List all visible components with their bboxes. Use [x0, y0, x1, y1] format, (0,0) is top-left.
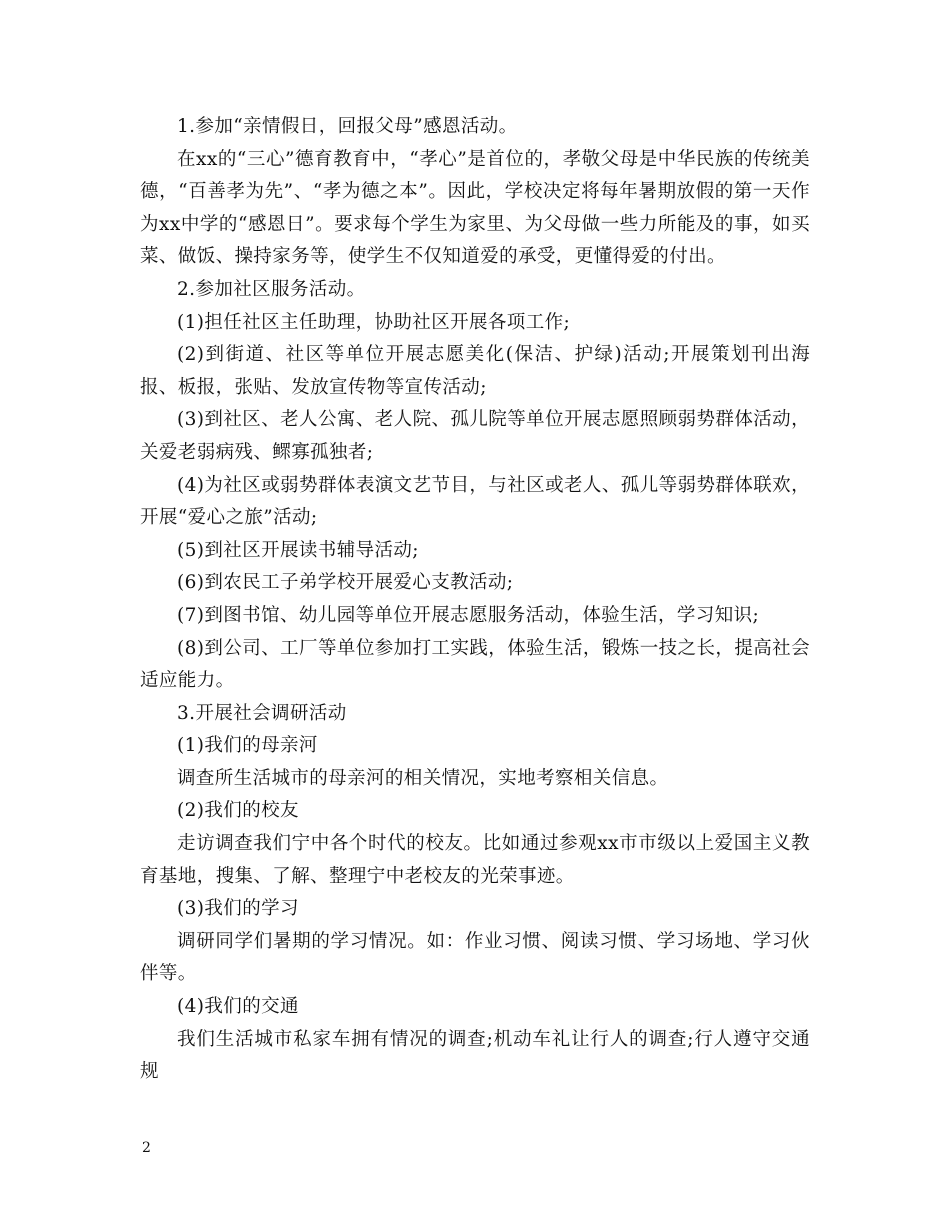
list-item-community-3: (3)到社区、老人公寓、老人院、孤儿院等单位开展志愿照顾弱势群体活动，关爱老弱病残、鳏寡孤独者;: [140, 409, 810, 463]
list-item-community-7: (7)到图书馆、幼儿园等单位开展志愿服务活动，体验生活，学习知识;: [177, 604, 760, 626]
paragraph-gratitude-day: 在xx的“三心”德育教育中，“孝心”是首位的，孝敬父母是中华民族的传统美德，“百善孝为先”、“孝为德之本”。因此，学校决定将每年暑期放假的第一天作为xx中学的“感恩日”。要求每个学生为家里、为父母做一些力所能及的事，如买菜、做饭、操持家务等，使学生不仅知道爱的承受，更懂得爱的付出。: [140, 148, 810, 268]
subheading-traffic: (4)我们的交通: [177, 996, 299, 1018]
list-item-community-5: (5)到社区开展读书辅导活动;: [177, 539, 419, 561]
subheading-study: (3)我们的学习: [177, 898, 299, 920]
heading-item-2: 2.参加社区服务活动。: [177, 278, 366, 300]
list-item-community-1: (1)担任社区主任助理，协助社区开展各项工作;: [177, 311, 571, 333]
paragraph-traffic: 我们生活城市私家车拥有情况的调查;机动车礼让行人的调查;行人遵守交通规: [140, 1028, 810, 1083]
paragraph-alumni: 走访调查我们宁中各个时代的校友。比如通过参观xx市市级以上爱国主义教育基地，搜集、了解、整理宁中老校友的光荣事迹。: [140, 833, 810, 887]
heading-item-3: 3.开展社会调研活动: [177, 702, 347, 724]
heading-item-1: 1.参加“亲情假日，回报父母”感恩活动。: [177, 116, 518, 137]
paragraph-study: 调研同学们暑期的学习情况。如：作业习惯、阅读习惯、学习场地、学习伙伴等。: [140, 930, 810, 985]
page-number: 2: [142, 1140, 151, 1156]
list-item-community-2: (2)到街道、社区等单位开展志愿美化(保洁、护绿)活动;开展策划刊出海报、板报，张贴、发放宣传物等宣传活动;: [140, 344, 810, 398]
list-item-community-8: (8)到公司、工厂等单位参加打工实践，体验生活，锻炼一技之长，提高社会适应能力。: [140, 637, 810, 692]
subheading-mother-river: (1)我们的母亲河: [177, 735, 318, 757]
list-item-community-4: (4)为社区或弱势群体表演文艺节目，与社区或老人、孤儿等弱势群体联欢，开展“爱心之旅”活动;: [140, 474, 810, 529]
list-item-community-6: (6)到农民工子弟学校开展爱心支教活动;: [177, 572, 514, 594]
document-body: [140, 111, 810, 1089]
subheading-alumni: (2)我们的校友: [177, 800, 299, 822]
paragraph-mother-river: 调查所生活城市的母亲河的相关情况，实地考察相关信息。: [177, 767, 669, 789]
